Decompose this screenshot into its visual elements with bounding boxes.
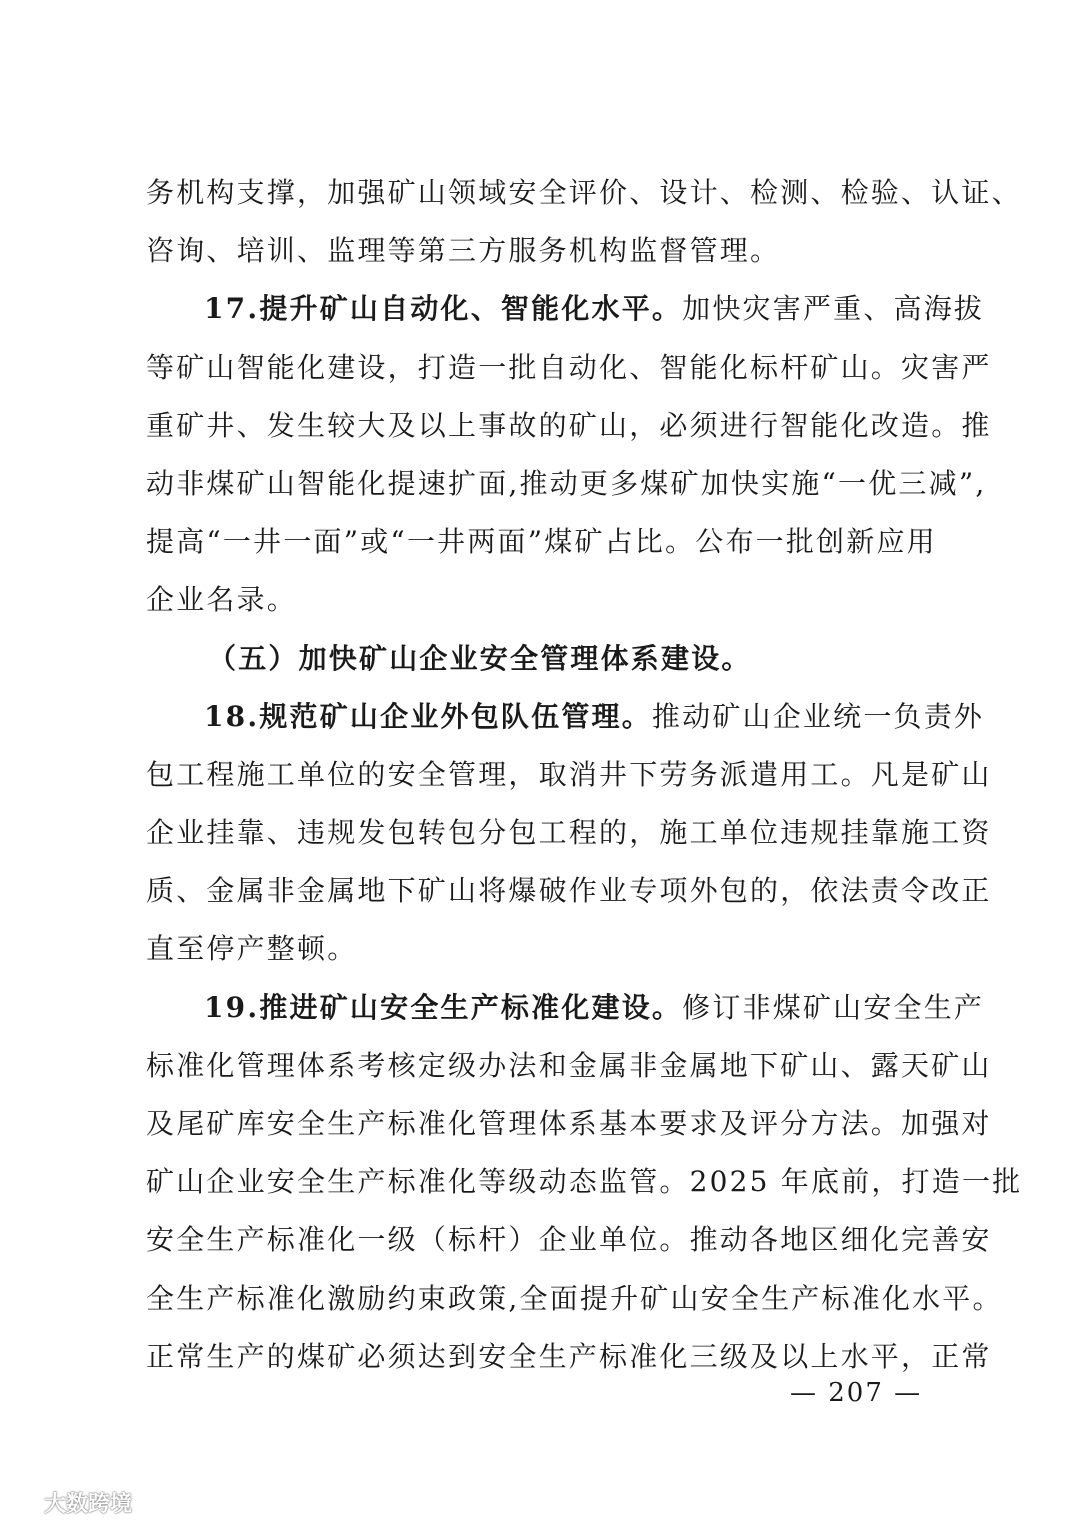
page-number: — 207 —	[790, 1378, 923, 1408]
paragraph-line: 等矿山智能化建设，打造一批自动化、智能化标杆矿山。灾害严	[146, 350, 992, 384]
paragraph-line: 提高“一井一面”或“一井两面”煤矿占比。公布一批创新应用	[146, 525, 937, 559]
paragraph-line: 及尾矿库安全生产标准化管理体系基本要求及评分方法。加强对	[146, 1107, 992, 1140]
paragraph-line: 直至停产整顿。	[146, 932, 358, 966]
paragraph-line: 重矿井、发生较大及以上事故的矿山，必须进行智能化改造。推	[146, 408, 992, 442]
item-19-line	[146, 979, 985, 1037]
item-17-text: 加快灾害严重、高海拔	[682, 292, 985, 326]
paragraph-line: 矿山企业安全生产标准化等级动态监管。2025 年底前，打造一批	[146, 1165, 1023, 1199]
paragraph-line: 包工程施工单位的安全管理，取消井下劳务派遣用工。凡是矿山	[146, 757, 992, 791]
paragraph-line: 企业挂靠、违规发包转包分包工程的，施工单位违规挂靠施工资	[146, 816, 992, 850]
item-19-heading: 19.推进矿山安全生产标准化建设。	[204, 990, 683, 1024]
item-18-text: 推动矿山企业统一负责外	[651, 699, 985, 733]
paragraph-line: 标准化管理体系考核定级办法和金属非金属地下矿山、露天矿山	[146, 1048, 992, 1082]
paragraph-line: 全生产标准化激励约束政策,全面提升矿山安全生产标准化水平。	[146, 1281, 1003, 1315]
watermark-text: 大数跨境	[44, 1491, 133, 1517]
weibo-logo-icon	[6, 1489, 40, 1515]
paragraph-line: 质、金属非金属地下矿山将爆破作业专项外包的，依法责令改正	[146, 874, 992, 908]
item-17-heading: 17.提升矿山自动化、智能化水平。	[204, 292, 683, 326]
item-17-line	[146, 280, 985, 338]
section-heading: （五）加快矿山企业安全管理体系建设。	[208, 641, 752, 675]
paragraph-line: 安全生产标准化一级（标杆）企业单位。推动各地区细化完善安	[146, 1223, 992, 1257]
item-18-heading: 18.规范矿山企业外包队伍管理。	[204, 699, 652, 733]
item-19-text: 修订非煤矿山安全生产	[682, 990, 985, 1024]
paragraph-line: 正常生产的煤矿必须达到安全生产标准化三级及以上水平，正常	[146, 1339, 992, 1373]
paragraph-line: 咨询、培训、监理等第三方服务机构监督管理。	[146, 234, 781, 268]
paragraph-line: 务机构支撑，加强矿山领域安全评价、设计、检测、检验、认证、	[146, 176, 1022, 209]
body-text	[146, 164, 1023, 1386]
paragraph-line: 企业名录。	[146, 583, 298, 617]
paragraph-line: 动非煤矿山智能化提速扩面,推动更多煤矿加快实施“一优三减”,	[146, 466, 987, 500]
watermark	[6, 1484, 132, 1520]
item-18-line	[146, 688, 985, 746]
